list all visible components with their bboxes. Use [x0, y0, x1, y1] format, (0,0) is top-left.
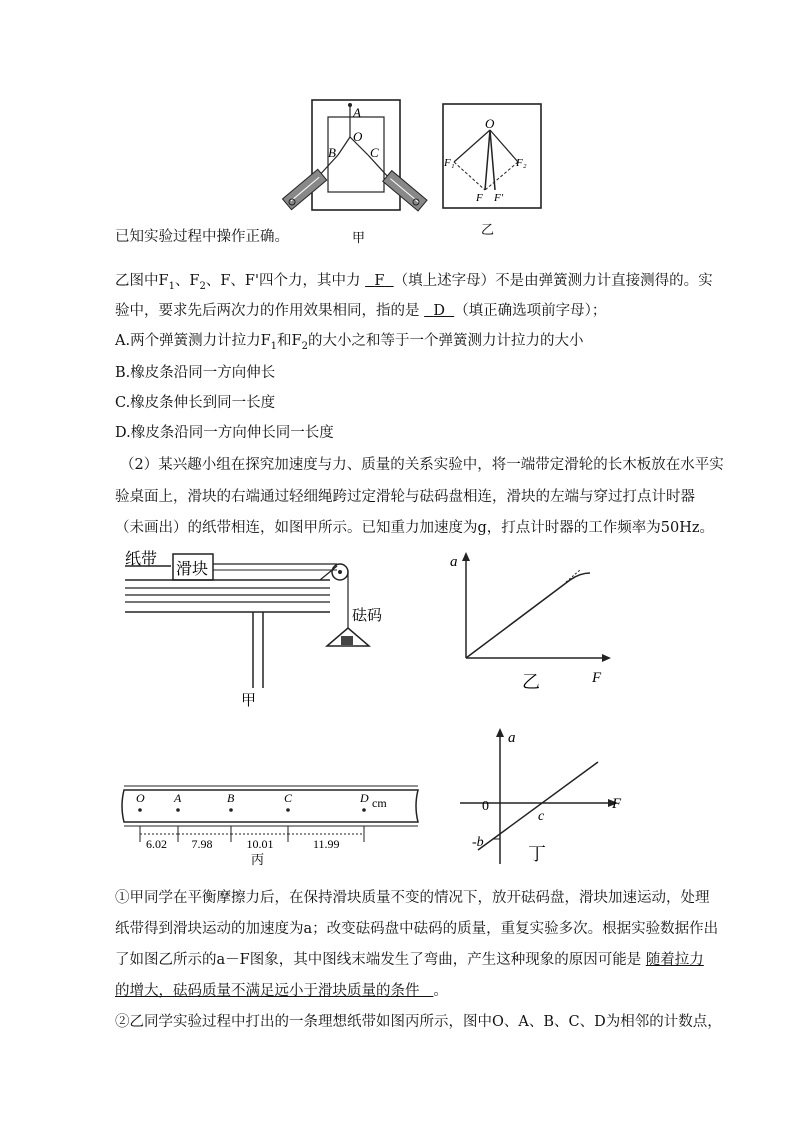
label-B: B [328, 145, 336, 160]
tape-point-B: B [227, 791, 235, 805]
option-a-mid: 和F [277, 333, 302, 349]
ding-zero: 0 [482, 799, 489, 814]
tape-distance-0: 6.02 [146, 837, 167, 851]
sub-2: 2 [199, 280, 206, 292]
q1-line1 [115, 271, 713, 297]
option-a-post: 的大小之和等于一个弹簧测力计拉力的大小 [307, 333, 584, 349]
option-c: C.橡皮条伸长到同一长度 [115, 395, 276, 411]
option-a-pre: A.两个弹簧测力计拉力F [115, 333, 271, 349]
ding-caption: 丁 [528, 844, 546, 864]
p1-answer-part2-text: 的增大，砝码质量不满足远小于滑块质量的条件 [115, 983, 420, 999]
ding-axis-y: a [508, 730, 516, 746]
sub-a1: 1 [270, 340, 278, 352]
ding-c: c [538, 809, 545, 824]
label-C: C [370, 145, 379, 160]
label-O: O [353, 129, 363, 144]
q2-line1: （2）某兴趣小组在探究加速度与力、质量的关系实验中，将一端带定滑轮的长木板放在水平实 [120, 457, 724, 473]
option-a [115, 331, 583, 357]
figure-1-jia [280, 95, 440, 250]
label-F: F [476, 192, 483, 204]
block-label: 滑块 [176, 561, 209, 578]
tape-dot-B [229, 808, 233, 812]
figure-2-ding-graph [440, 722, 640, 872]
answer-2-text: D [433, 303, 445, 319]
tape-dot-A [176, 808, 180, 812]
q2-line3: （未画出）的纸带相连，如图甲所示。已知重力加速度为g，打点计时器的工作频率为50Hz。 [115, 520, 715, 536]
figure-1-yi [440, 100, 545, 250]
label-Fprime: F' [494, 192, 504, 204]
p1-line3-pre: 了如图乙所示的a－F图象，其中图线末端发生了弯曲，产生这种现象的原因可能是 [115, 952, 646, 968]
tape-dot-D [362, 808, 366, 812]
q1-line1-post: （填上述字母）不是由弹簧测力计直接测得的。实 [393, 273, 713, 289]
p1-line1: ①甲同学在平衡摩擦力后，在保持滑块质量不变的情况下，放开砝码盘，滑块加速运动，处理 [115, 890, 710, 906]
tape-dot-O [138, 808, 142, 812]
q1-line1-pre: 乙图中F [115, 273, 169, 289]
p1-answer-part2 [115, 983, 433, 999]
jia-caption: 甲 [352, 230, 366, 245]
weight-label: 砝码 [352, 608, 383, 624]
p2-line1: ②乙同学实验过程中打出的一条理想纸带如图丙所示，图中O、A、B、C、D为相邻的计数点， [115, 1014, 722, 1030]
ding-intercept: -b [472, 835, 484, 850]
tape-point-C: C [284, 791, 293, 805]
tape-distance-2: 10.01 [246, 837, 274, 851]
jia2-caption: 甲 [241, 693, 257, 709]
para-known: 已知实验过程中操作正确。 [115, 229, 289, 245]
option-b: B.橡皮条沿同一方向伸长 [115, 365, 276, 381]
tape-point-A: A [174, 791, 182, 805]
answer-1 [365, 273, 394, 289]
sub-1: 1 [168, 280, 175, 292]
p1-line2: 纸带得到滑块运动的加速度为a；改变砝码盘中砝码的质量，重复实验多次。根据实验数据作出 [115, 921, 719, 937]
q1-line2 [115, 301, 606, 321]
tape-point-D: D [360, 791, 369, 805]
q1-line2-post: （填正确选项前字母）； [454, 303, 607, 319]
tape-label: 纸带 [125, 551, 158, 568]
figure-2-jia-apparatus [115, 548, 383, 713]
ding-axis-x: F [612, 796, 622, 812]
yi-axis-x: F [592, 670, 602, 686]
tape-dot-C [286, 808, 290, 812]
label-F1: F₁ [444, 157, 455, 169]
tape-point-O: O [136, 791, 145, 805]
option-d: D.橡皮条沿同一方向伸长同一长度 [115, 425, 334, 441]
yi2-caption: 乙 [522, 672, 540, 692]
figure-2-bing-tape [118, 780, 438, 870]
q1-line1-mid2: 、F、F'四个力，其中力 [205, 273, 366, 289]
figure-2-yi-graph [440, 548, 620, 698]
p1-line4 [115, 981, 448, 1001]
p1-answer-part1: 随着拉力 [645, 952, 704, 968]
tape-distance-3: 11.99 [313, 837, 340, 851]
p1-line3 [115, 950, 704, 970]
bing-caption: 丙 [251, 852, 265, 867]
sub-a2: 2 [301, 340, 308, 352]
yi-axis-y: a [450, 554, 458, 570]
answer-1-text: F [374, 273, 385, 289]
label-A: A [353, 105, 361, 120]
q1-line1-mid1: 、F [174, 273, 200, 289]
q2-line2: 验桌面上，滑块的右端通过轻细绳跨过定滑轮与砝码盘相连，滑块的左端与穿过打点计时器 [115, 489, 695, 505]
q1-line2-pre: 验中，要求先后两次力的作用效果相同，指的是 [115, 303, 425, 319]
tape-distance-1: 7.98 [191, 837, 213, 851]
yi-caption: 乙 [481, 222, 495, 237]
label-O2: O [485, 116, 495, 131]
label-F2: F₂ [516, 157, 527, 169]
tape-unit: cm [372, 796, 387, 810]
answer-2 [424, 303, 454, 319]
p1-line4-post: 。 [433, 983, 448, 999]
